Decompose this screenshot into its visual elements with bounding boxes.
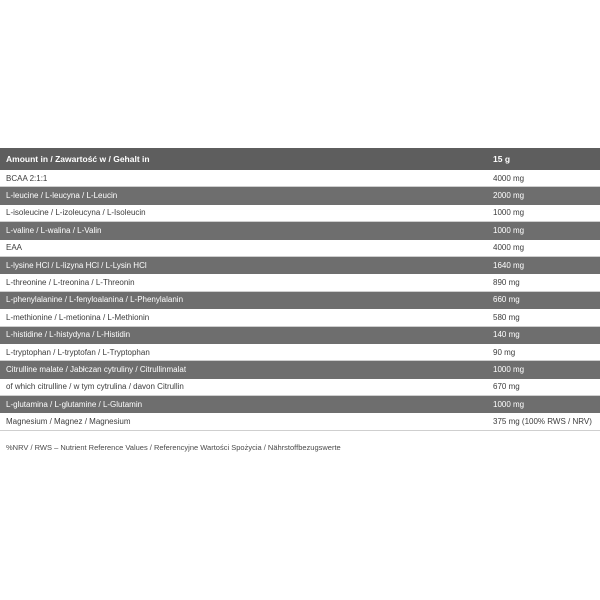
ingredient-name-cell: of which citrulline / w tym cytrulina / davon Citrullin — [6, 382, 184, 392]
table-row — [0, 413, 600, 430]
table-row — [0, 222, 600, 239]
table-row — [0, 396, 600, 413]
table-row — [0, 379, 600, 396]
ingredient-name-cell: L-glutamina / L-glutamine / L-Glutamin — [6, 399, 143, 409]
table-row — [0, 257, 600, 274]
ingredient-amount-cell: 2000 mg — [493, 191, 525, 201]
ingredient-amount-cell: 1000 mg — [493, 225, 525, 235]
header-name-cell: Amount in / Zawartość w / Gehalt in — [6, 153, 150, 164]
ingredient-name-cell: L-leucine / L-leucyna / L-Leucin — [6, 191, 118, 201]
table-body — [0, 170, 600, 431]
table-row — [0, 344, 600, 361]
ingredient-amount-cell: 1000 mg — [493, 399, 525, 409]
ingredient-amount-cell: 890 mg — [493, 278, 520, 288]
ingredient-name-cell: L-threonine / L-treonina / L-Threonin — [6, 278, 135, 288]
table-row — [0, 309, 600, 326]
ingredient-name-cell: L-isoleucine / L-izoleucyna / L-Isoleucin — [6, 208, 146, 218]
ingredient-name-cell: EAA — [6, 243, 23, 253]
table-row — [0, 187, 600, 204]
ingredient-amount-cell: 4000 mg — [493, 243, 525, 253]
table-row — [0, 292, 600, 309]
ingredient-amount-cell: 670 mg — [493, 382, 520, 392]
ingredient-amount-cell: 1640 mg — [493, 260, 525, 270]
ingredient-amount-cell: 660 mg — [493, 295, 520, 305]
ingredient-name-cell: L-valine / L-walina / L-Valin — [6, 225, 102, 235]
table-row — [0, 327, 600, 344]
ingredient-amount-cell: 140 mg — [493, 330, 520, 340]
ingredient-name-cell: L-tryptophan / L-tryptofan / L-Tryptophan — [6, 347, 150, 357]
ingredient-name-cell: L-histidine / L-histydyna / L-Histidin — [6, 330, 131, 340]
ingredient-name-cell: Citrulline malate / Jabłczan cytruliny / Citrullinmalat — [6, 364, 187, 374]
ingredient-name-cell: L-phenylalanine / L-fenyloalanina / L-Phenylalanin — [6, 295, 184, 305]
ingredient-amount-cell: 580 mg — [493, 312, 520, 322]
header-amount-cell: 15 g — [493, 153, 511, 164]
table-row — [0, 240, 600, 257]
ingredient-name-cell: BCAA 2:1:1 — [6, 173, 48, 183]
nutrition-table — [0, 148, 600, 431]
ingredient-amount-cell: 1000 mg — [493, 364, 525, 374]
ingredient-amount-cell: 90 mg — [493, 347, 516, 357]
ingredient-amount-cell: 4000 mg — [493, 173, 525, 183]
ingredient-name-cell: Magnesium / Magnez / Magnesium — [6, 417, 131, 427]
footnote: %NRV / RWS – Nutrient Reference Values / Referencyjne Wartości Spożycia / Nährstoffbezugswerte — [6, 443, 341, 452]
ingredient-name-cell: L-methionine / L-metionina / L-Methionin — [6, 312, 150, 322]
ingredient-name-cell: L-lysine HCl / L-lizyna HCl / L-Lysin HCl — [6, 260, 147, 270]
table-row — [0, 170, 600, 187]
table-row — [0, 205, 600, 222]
ingredient-amount-cell: 375 mg (100% RWS / NRV) — [493, 417, 592, 427]
table-row — [0, 361, 600, 378]
table-header — [0, 148, 600, 170]
ingredient-amount-cell: 1000 mg — [493, 208, 525, 218]
table-row — [0, 274, 600, 291]
